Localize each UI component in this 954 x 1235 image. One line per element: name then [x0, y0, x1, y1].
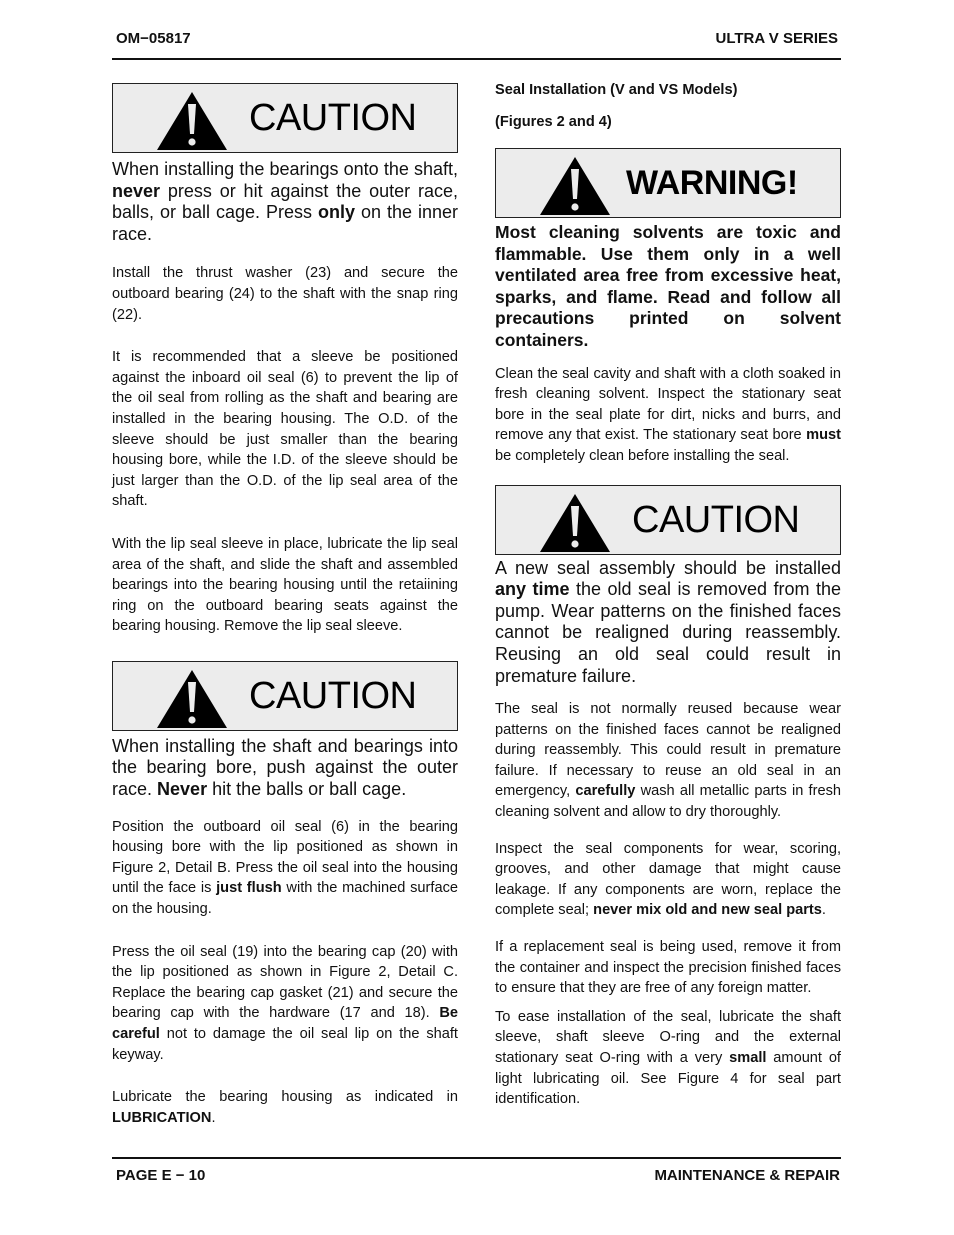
- warning-box: [495, 148, 841, 218]
- paragraph: Inspect the seal components for wear, scoring, grooves, and other damage that might cause leakage. If any components are worn, replace the complete seal; never mix old and new seal parts.: [495, 840, 841, 919]
- paragraph: With the lip seal sleeve in place, lubricate the lip seal area of the shaft, and slide the shaft and assembled bearings into the bearing housing until the retaiining ring on the outboard bearing seats against the bearing housing. Remove the lip seal sleeve.: [112, 535, 458, 635]
- paragraph: Position the outboard oil seal (6) in the bearing housing bore with the lip positioned as shown in Figure 2, Detail B. Press the oil seal into the housing until the face is just flush with the machined surface on the housing.: [112, 818, 458, 918]
- paragraph: The seal is not normally reused because wear patterns on the finished faces cannot be realigned during reassembly. This could result in premature failure. If necessary to reuse an old seal in an emergency, carefully wash all metallic parts in fresh cleaning solvent and allow to dry thoroughly.: [495, 701, 842, 821]
- paragraph: To ease installation of the seal, lubricate the shaft sleeve, shaft sleeve O-ring and the external stationary seat O-ring with a very small amount of light lubricating oil. See Figure 4 for seal part identification.: [495, 1008, 841, 1108]
- warning-triangle-icon: [155, 668, 229, 730]
- caution-title: CAUTION: [249, 674, 417, 717]
- caution-text: When installing the bearings onto the shaft, never press or hit against the outer race, balls, or ball cage. Press only on the inner race.: [112, 159, 459, 244]
- section-subtitle: (Figures 2 and 4): [495, 114, 612, 130]
- paragraph: Lubricate the bearing housing as indicated in LUBRICATION.: [112, 1089, 458, 1126]
- paragraph: Clean the seal cavity and shaft with a cloth soaked in fresh cleaning solvent. Inspect the stationary seat bore in the seal plate for dirt, nicks and burrs, and remove any that exist. The stationary seat bore must be completely clean before installing the seal.: [495, 365, 841, 464]
- warning-triangle-icon: [538, 155, 612, 217]
- section-title: Seal Installation (V and VS Models): [495, 82, 738, 98]
- header-rule: [112, 58, 841, 60]
- doc-number: OM−05817: [116, 30, 191, 47]
- caution-box: [112, 83, 458, 153]
- caution-box: [112, 661, 458, 731]
- caution-text: A new seal assembly should be installed any time the old seal is removed from the pump. Wear patterns on the finished faces cannot be realigned during reassembly. Reusing an old seal could result in premature failure.: [495, 557, 842, 686]
- warning-text: Most cleaning solvents are toxic and flammable. Use them only in a well ventilated area free from excessive heat, sparks, and flame. Read and follow all precautions printed on solvent containers.: [495, 222, 841, 350]
- series-title: ULTRA V SERIES: [715, 30, 838, 47]
- warning-title: WARNING!: [626, 164, 798, 202]
- caution-text: When installing the shaft and bearings into the bearing bore, push against the outer race. Never hit the balls or ball cage.: [112, 735, 458, 800]
- caution-title: CAUTION: [632, 498, 800, 541]
- left-column: [112, 83, 458, 1128]
- page-number: PAGE E − 10: [116, 1167, 206, 1184]
- caution-box: [495, 485, 841, 555]
- warning-triangle-icon: [155, 90, 229, 152]
- paragraph: Press the oil seal (19) into the bearing cap (20) with the lip positioned as shown in Figure 2, Detail C. Replace the bearing cap gasket (21) and secure the bearing cap with the hardware (17 and 18). Be careful not to damage the oil seal lip on the shaft keyway.: [112, 943, 458, 1063]
- paragraph: Install the thrust washer (23) and secure the outboard bearing (24) to the shaft with the snap ring (22).: [112, 265, 458, 323]
- section-name: MAINTENANCE & REPAIR: [654, 1167, 840, 1184]
- footer-rule: [112, 1157, 841, 1159]
- paragraph: It is recommended that a sleeve be positioned against the inboard oil seal (6) to prevent the lip of the oil seal from rolling as the shaft and bearing are installed in the bearing housing. The O.D. of the sleeve should be just smaller than the bearing housing bore, while the I.D. of the sleeve should be just larger than the O.D. of the lip seal area of the shaft.: [112, 349, 458, 510]
- right-column: [495, 80, 841, 1110]
- paragraph: If a replacement seal is being used, remove it from the container and inspect the precision finished faces to ensure that they are free of any foreign matter.: [495, 939, 841, 997]
- warning-triangle-icon: [538, 492, 612, 554]
- caution-title: CAUTION: [249, 97, 417, 139]
